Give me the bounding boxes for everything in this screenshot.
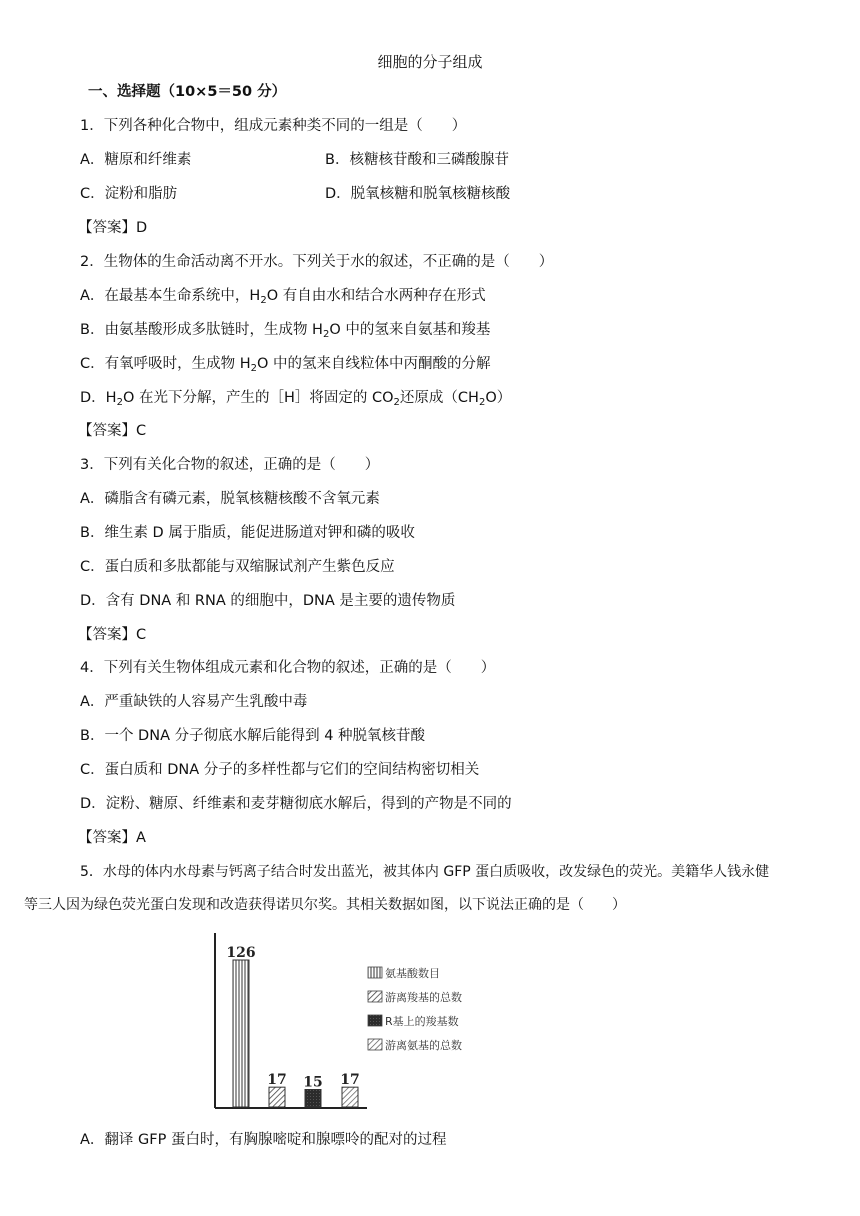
question-3-option-a: A．磷脂含有磷元素，脱氧核糖核酸不含氧元素: [80, 491, 380, 507]
question-3-option-b: B．维生素 D 属于脂质，能促进肠道对钾和磷的吸收: [80, 525, 415, 541]
subscript: 2: [250, 363, 258, 374]
question-1-stem: 1．下列各种化合物中，组成元素种类不同的一组是（ ）: [80, 118, 467, 134]
answer-value: C: [136, 627, 147, 643]
legend-label: R基上的羧基数: [385, 1015, 459, 1028]
question-4-stem: 4．下列有关生物体组成元素和化合物的叙述，正确的是（ ）: [80, 660, 496, 676]
bar-2: [269, 1087, 285, 1107]
question-2-option-a: [80, 286, 486, 306]
subscript: 2: [260, 295, 267, 306]
question-1-answer: [78, 218, 147, 238]
bar-value-label: 17: [340, 1072, 360, 1089]
bar-value-label: 17: [267, 1072, 287, 1089]
option-text: A．在最基本生命系统中，H: [80, 288, 261, 304]
bar-value-label: 15: [303, 1074, 323, 1091]
option-text: O 有自由水和结合水两种存在形式: [266, 288, 486, 304]
bar-4: [342, 1087, 358, 1107]
answer-prefix: 【答案】: [78, 423, 136, 439]
question-2-stem: 2．生物体的生命活动离不开水。下列关于水的叙述，不正确的是（ ）: [80, 254, 554, 270]
option-text: C．有氧呼吸时，生成物 H: [80, 356, 251, 372]
option-text: B．由氨基酸形成多肽链时，生成物 H: [80, 322, 323, 338]
chart-svg: [205, 925, 505, 1115]
subscript: 2: [393, 397, 400, 408]
question-4-option-c: C．蛋白质和 DNA 分子的多样性都与它们的空间结构密切相关: [80, 762, 480, 778]
option-text: 还原成（CH: [399, 390, 479, 406]
legend-swatch: [368, 967, 382, 978]
question-1-option-a: A．糖原和纤维素: [80, 152, 192, 168]
subscript: 2: [478, 397, 486, 408]
question-3-stem: 3．下列有关化合物的叙述，正确的是（ ）: [80, 457, 380, 473]
question-5-option-a: A．翻译 GFP 蛋白时，有胸腺嘧啶和腺嘌呤的配对的过程: [80, 1132, 447, 1148]
question-3-option-c: C．蛋白质和多肽都能与双缩脲试剂产生紫色反应: [80, 559, 395, 575]
bar-value-label: 126: [226, 945, 256, 961]
question-5-stem-line2: 等三人因为绿色荧光蛋白发现和改造获得诺贝尔奖。其相关数据如图，以下说法正确的是（ ）: [24, 897, 626, 913]
question-4-answer: [78, 828, 146, 848]
option-text: O 在光下分解，产生的［H］将固定的 CO: [122, 390, 394, 406]
question-4-option-b: B．一个 DNA 分子彻底水解后能得到 4 种脱氧核苷酸: [80, 728, 426, 744]
option-text: D．H: [80, 390, 117, 406]
question-2-option-b: [80, 320, 490, 340]
answer-value: D: [136, 220, 148, 236]
legend-label: 游离氨基的总数: [385, 1039, 462, 1052]
answer-prefix: 【答案】: [78, 627, 136, 643]
subscript: 2: [322, 329, 330, 340]
question-3-option-d: D．含有 DNA 和 RNA 的细胞中，DNA 是主要的遗传物质: [80, 593, 456, 609]
answer-prefix: 【答案】: [78, 830, 136, 846]
question-4-option-d: D．淀粉、糖原、纤维素和麦芽糖彻底水解后，得到的产物是不同的: [80, 796, 512, 812]
legend-swatch: [368, 1039, 382, 1050]
question-1-option-d: D．脱氧核糖和脱氧核糖核酸: [325, 186, 511, 202]
subscript: 2: [116, 397, 123, 408]
option-text: O 中的氢来自氨基和羧基: [329, 322, 491, 338]
legend-label: 游离羧基的总数: [385, 991, 462, 1004]
bar-1: [233, 960, 249, 1107]
answer-value: C: [136, 423, 147, 439]
option-text: O）: [485, 390, 512, 406]
bar-chart: [205, 925, 505, 1119]
page-title: 细胞的分子组成: [377, 53, 483, 71]
legend-swatch: [368, 1015, 382, 1026]
option-text: O 中的氢来自线粒体中丙酮酸的分解: [257, 356, 491, 372]
question-4-option-a: A．严重缺铁的人容易产生乳酸中毒: [80, 694, 308, 710]
question-3-answer: [78, 625, 146, 645]
bar-3: [305, 1090, 321, 1108]
legend-swatch: [368, 991, 382, 1002]
answer-prefix: 【答案】: [78, 220, 136, 236]
question-2-option-c: [80, 354, 491, 374]
section-heading: 一、选择题（10×5＝50 分）: [88, 84, 287, 100]
question-2-option-d: [80, 388, 511, 408]
question-5-stem-line1: 5．水母的体内水母素与钙离子结合时发出蓝光，被其体内 GFP 蛋白质吸收，改发绿色的荧光。美籍华人钱永健: [80, 864, 770, 880]
answer-value: A: [136, 830, 146, 846]
legend-label: 氨基酸数目: [385, 967, 440, 980]
question-2-answer: [78, 421, 146, 441]
question-1-option-b: B．核糖核苷酸和三磷酸腺苷: [325, 152, 509, 168]
question-1-option-c: C．淀粉和脂肪: [80, 186, 178, 202]
